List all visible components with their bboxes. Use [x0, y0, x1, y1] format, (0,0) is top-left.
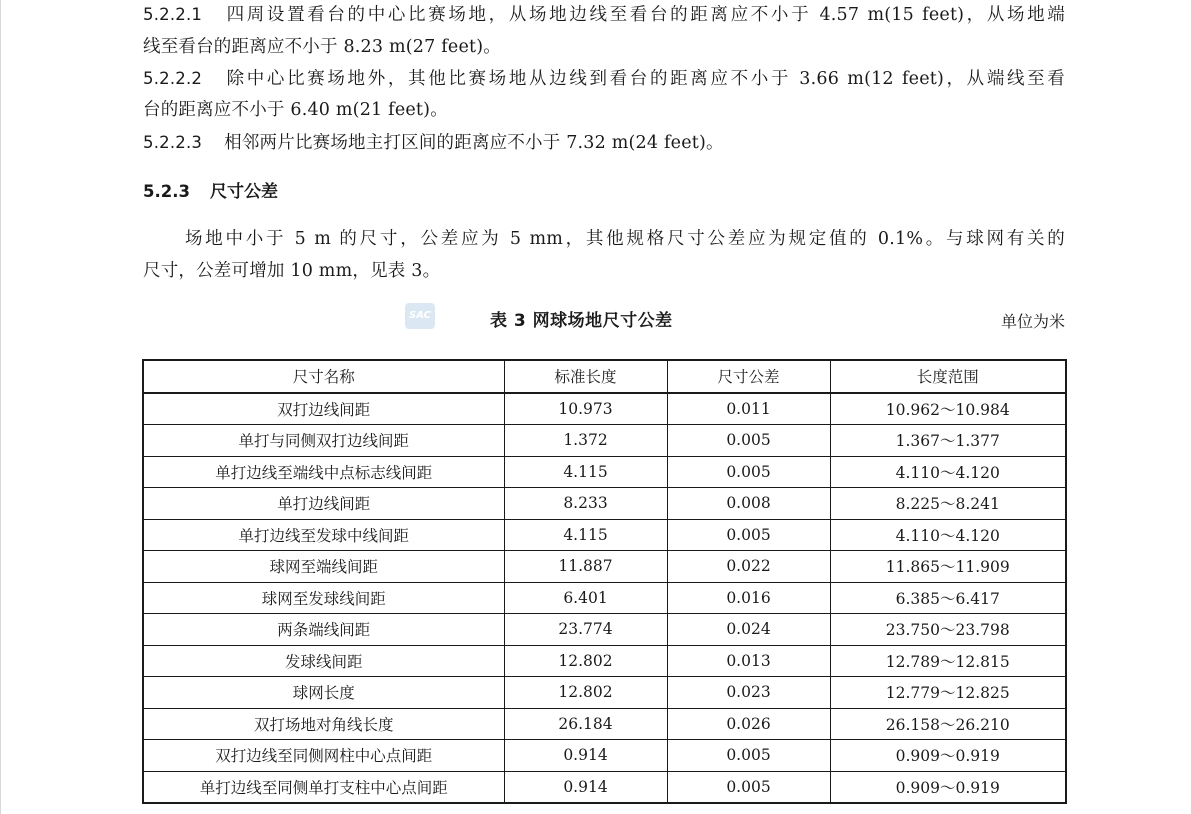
cell-standard-length: 12.802 [504, 677, 667, 709]
cell-standard-length: 1.372 [504, 425, 667, 457]
table-row [143, 614, 1066, 646]
table-row [143, 551, 1066, 583]
clause-number: 5.2.2.1 [143, 5, 203, 24]
table-row [143, 771, 1066, 803]
paragraph-line-2: 尺寸，公差可增加 10 mm，见表 3。 [143, 261, 441, 281]
cell-length-range: 23.750～23.798 [830, 614, 1066, 646]
cell-length-range: 1.367～1.377 [830, 425, 1066, 457]
cell-tolerance: 0.013 [667, 645, 830, 677]
tolerance-table [142, 359, 1067, 804]
clause-5-2-2-3-line-1 [143, 130, 1065, 156]
cell-length-range: 10.962～10.984 [830, 393, 1066, 425]
cell-length-range: 0.909～0.919 [830, 771, 1066, 803]
cell-name: 单打边线至同侧单打支柱中心点间距 [143, 771, 504, 803]
cell-length-range: 8.225～8.241 [830, 488, 1066, 520]
cell-tolerance: 0.016 [667, 582, 830, 614]
cell-tolerance: 0.005 [667, 425, 830, 457]
cell-length-range: 12.789～12.815 [830, 645, 1066, 677]
cell-standard-length: 4.115 [504, 456, 667, 488]
table-header-row [143, 360, 1066, 393]
cell-name: 球网至发球线间距 [143, 582, 504, 614]
cell-name: 单打边线至端线中点标志线间距 [143, 456, 504, 488]
header-cell-tolerance: 尺寸公差 [667, 360, 830, 393]
cell-length-range: 0.909～0.919 [830, 740, 1066, 772]
cell-tolerance: 0.023 [667, 677, 830, 709]
cell-name: 单打与同侧双打边线间距 [143, 425, 504, 457]
cell-tolerance: 0.005 [667, 740, 830, 772]
cell-name: 发球线间距 [143, 645, 504, 677]
cell-length-range: 26.158～26.210 [830, 708, 1066, 740]
cell-standard-length: 26.184 [504, 708, 667, 740]
cell-length-range: 4.110～4.120 [830, 456, 1066, 488]
cell-tolerance: 0.005 [667, 519, 830, 551]
clause-text: 相邻两片比赛场地主打区间的距离应不小于 7.32 m(24 feet)。 [224, 133, 724, 153]
table-row [143, 677, 1066, 709]
cell-standard-length: 11.887 [504, 551, 667, 583]
cell-name: 球网长度 [143, 677, 504, 709]
clause-5-2-2-1-line-1 [143, 2, 1065, 28]
section-title: 尺寸公差 [209, 182, 278, 202]
table-row [143, 393, 1066, 425]
table-row [143, 645, 1066, 677]
clause-text: 除中心比赛场地外，其他比赛场地从边线到看台的距离应不小于 3.66 m(12 feet)，从端线至看 [224, 69, 1065, 89]
clause-text: 四周设置看台的中心比赛场地，从场地边线至看台的距离应不小于 4.57 m(15 feet)，从场地端 [224, 5, 1065, 25]
header-cell-standard-length: 标准长度 [504, 360, 667, 393]
header-cell-length-range: 长度范围 [830, 360, 1066, 393]
table-row [143, 425, 1066, 457]
section-number: 5.2.3 [143, 182, 190, 201]
clause-number: 5.2.2.2 [143, 69, 203, 88]
table-row [143, 582, 1066, 614]
cell-tolerance: 0.005 [667, 771, 830, 803]
cell-standard-length: 0.914 [504, 740, 667, 772]
cell-name: 双打场地对角线长度 [143, 708, 504, 740]
cell-length-range: 12.779～12.825 [830, 677, 1066, 709]
cell-name: 双打边线间距 [143, 393, 504, 425]
cell-standard-length: 10.973 [504, 393, 667, 425]
table-row [143, 519, 1066, 551]
table-body [143, 393, 1066, 804]
cell-length-range: 11.865～11.909 [830, 551, 1066, 583]
cell-tolerance: 0.008 [667, 488, 830, 520]
table-unit: 单位为米 [1000, 312, 1065, 331]
table-row [143, 740, 1066, 772]
section-heading [143, 179, 278, 205]
cell-name: 球网至端线间距 [143, 551, 504, 583]
cell-name: 双打边线至同侧网柱中心点间距 [143, 740, 504, 772]
cell-standard-length: 6.401 [504, 582, 667, 614]
table-title: 表 3 网球场地尺寸公差 [490, 311, 673, 331]
cell-length-range: 6.385～6.417 [830, 582, 1066, 614]
cell-name: 两条端线间距 [143, 614, 504, 646]
cell-standard-length: 8.233 [504, 488, 667, 520]
cell-name: 单打边线至发球中线间距 [143, 519, 504, 551]
cell-tolerance: 0.024 [667, 614, 830, 646]
cell-length-range: 4.110～4.120 [830, 519, 1066, 551]
cell-standard-length: 23.774 [504, 614, 667, 646]
clause-5-2-2-2-line-2: 台的距离应不小于 6.40 m(21 feet)。 [143, 100, 448, 120]
cell-standard-length: 4.115 [504, 519, 667, 551]
header-cell-name: 尺寸名称 [143, 360, 504, 393]
cell-tolerance: 0.011 [667, 393, 830, 425]
cell-tolerance: 0.005 [667, 456, 830, 488]
clause-5-2-2-1-line-2: 线至看台的距离应不小于 8.23 m(27 feet)。 [143, 37, 501, 57]
sac-logo-watermark: SAC [405, 303, 435, 329]
cell-standard-length: 12.802 [504, 645, 667, 677]
cell-tolerance: 0.022 [667, 551, 830, 583]
table-row [143, 708, 1066, 740]
paragraph-line-1: 场地中小于 5 m 的尺寸，公差应为 5 mm，其他规格尺寸公差应为规定值的 0.1%。与球网有关的 [185, 229, 1065, 249]
cell-standard-length: 0.914 [504, 771, 667, 803]
cell-tolerance: 0.026 [667, 708, 830, 740]
clause-5-2-2-2-line-1 [143, 66, 1065, 92]
table-row [143, 456, 1066, 488]
table-row [143, 488, 1066, 520]
page-edge-divider [0, 0, 1, 814]
cell-name: 单打边线间距 [143, 488, 504, 520]
clause-number: 5.2.2.3 [143, 133, 203, 152]
